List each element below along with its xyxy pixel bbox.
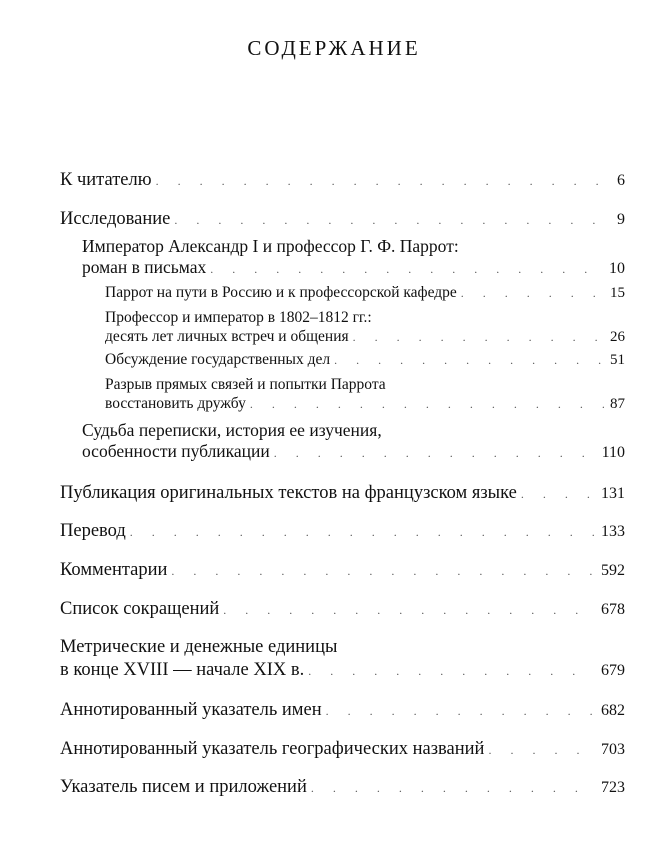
toc-entry-title: Указатель писем и приложений bbox=[60, 777, 307, 797]
toc-entry-title: Обсуждение государственных дел bbox=[105, 351, 331, 368]
toc-page-number: 592 bbox=[601, 562, 625, 579]
toc-entry-title-line: роман в письмах bbox=[82, 257, 207, 277]
toc-page-number: 703 bbox=[601, 741, 625, 758]
toc-entry-title-line: Разрыв прямых связей и попытки Паррота bbox=[105, 376, 386, 393]
toc-page-number: 6 bbox=[617, 172, 625, 189]
toc-entry-title: Аннотированный указатель географических названий bbox=[60, 739, 485, 759]
toc-page-number: 51 bbox=[610, 352, 625, 368]
dot-leader bbox=[210, 259, 603, 280]
toc-page-number: 131 bbox=[601, 485, 625, 502]
toc-entry-title: Публикация оригинальных текстов на французском языке bbox=[60, 483, 517, 503]
dot-leader bbox=[461, 284, 604, 303]
toc-entry[interactable] bbox=[60, 559, 625, 583]
toc-entry[interactable] bbox=[60, 699, 625, 723]
toc-entry[interactable] bbox=[60, 169, 625, 193]
dot-leader bbox=[274, 443, 596, 464]
toc-entry[interactable] bbox=[105, 350, 625, 370]
toc-entry[interactable] bbox=[60, 482, 625, 506]
toc-entry-title-line: Судьба переписки, история ее изучения, bbox=[82, 420, 382, 440]
toc-entry[interactable] bbox=[105, 375, 625, 414]
toc-page-number: 678 bbox=[601, 601, 625, 618]
toc-page-number: 133 bbox=[601, 523, 625, 540]
dot-leader bbox=[488, 739, 595, 762]
toc-page-number: 87 bbox=[610, 396, 625, 412]
toc-entry[interactable] bbox=[82, 236, 625, 280]
toc-page-number: 10 bbox=[609, 260, 625, 277]
dot-leader bbox=[130, 521, 595, 544]
dot-leader bbox=[311, 777, 595, 800]
toc-entry-title-line: особенности публикации bbox=[82, 441, 270, 461]
toc-page-number: 110 bbox=[601, 444, 625, 461]
toc-entry-title: Паррот на пути в Россию и к профессорской кафедре bbox=[105, 284, 457, 301]
dot-leader bbox=[334, 351, 604, 370]
toc-entry[interactable] bbox=[82, 420, 625, 464]
toc-entry-title: Исследование bbox=[60, 209, 171, 229]
toc-entry[interactable] bbox=[60, 738, 625, 762]
dot-leader bbox=[353, 328, 604, 347]
dot-leader bbox=[250, 395, 604, 414]
dot-leader bbox=[223, 599, 595, 622]
page-title: СОДЕРЖАНИЕ bbox=[247, 36, 421, 60]
toc-entry-title: Перевод bbox=[60, 521, 126, 541]
dot-leader bbox=[156, 170, 611, 193]
toc-entry[interactable] bbox=[60, 208, 625, 232]
toc-entry-title-line: Профессор и император в 1802–1812 гг.: bbox=[105, 309, 372, 326]
toc-entry-title: Аннотированный указатель имен bbox=[60, 700, 322, 720]
toc-entry[interactable] bbox=[60, 636, 625, 683]
toc-entry-title-line: десять лет личных встреч и общения bbox=[105, 328, 349, 345]
toc-entry-title-line: Метрические и денежные единицы bbox=[60, 637, 338, 657]
toc-entry-title: Список сокращений bbox=[60, 599, 220, 619]
toc-page-number: 723 bbox=[601, 779, 625, 796]
toc-page-number: 26 bbox=[610, 329, 625, 345]
toc-entry[interactable] bbox=[105, 308, 625, 347]
dot-leader bbox=[174, 209, 611, 232]
toc-entry[interactable] bbox=[105, 283, 625, 303]
toc-entry-title-line: в конце XVIII — начале XIX в. bbox=[60, 660, 305, 680]
dot-leader bbox=[521, 483, 595, 506]
toc-entry[interactable] bbox=[60, 520, 625, 544]
dot-leader bbox=[171, 560, 595, 583]
dot-leader bbox=[308, 660, 595, 683]
toc-entry[interactable] bbox=[60, 598, 625, 622]
toc-entry-title: Комментарии bbox=[60, 560, 168, 580]
toc-entry[interactable] bbox=[60, 776, 625, 800]
toc-page-number: 679 bbox=[601, 662, 625, 679]
toc-entry-title-line: восстановить дружбу bbox=[105, 395, 246, 412]
toc-page-number: 682 bbox=[601, 702, 625, 719]
toc-entry-title-line: Император Александр I и профессор Г. Ф. Паррот: bbox=[82, 236, 459, 256]
toc-page-number: 15 bbox=[610, 285, 625, 301]
toc-entry-title: К читателю bbox=[60, 170, 152, 190]
dot-leader bbox=[326, 700, 595, 723]
toc-page-number: 9 bbox=[617, 211, 625, 228]
